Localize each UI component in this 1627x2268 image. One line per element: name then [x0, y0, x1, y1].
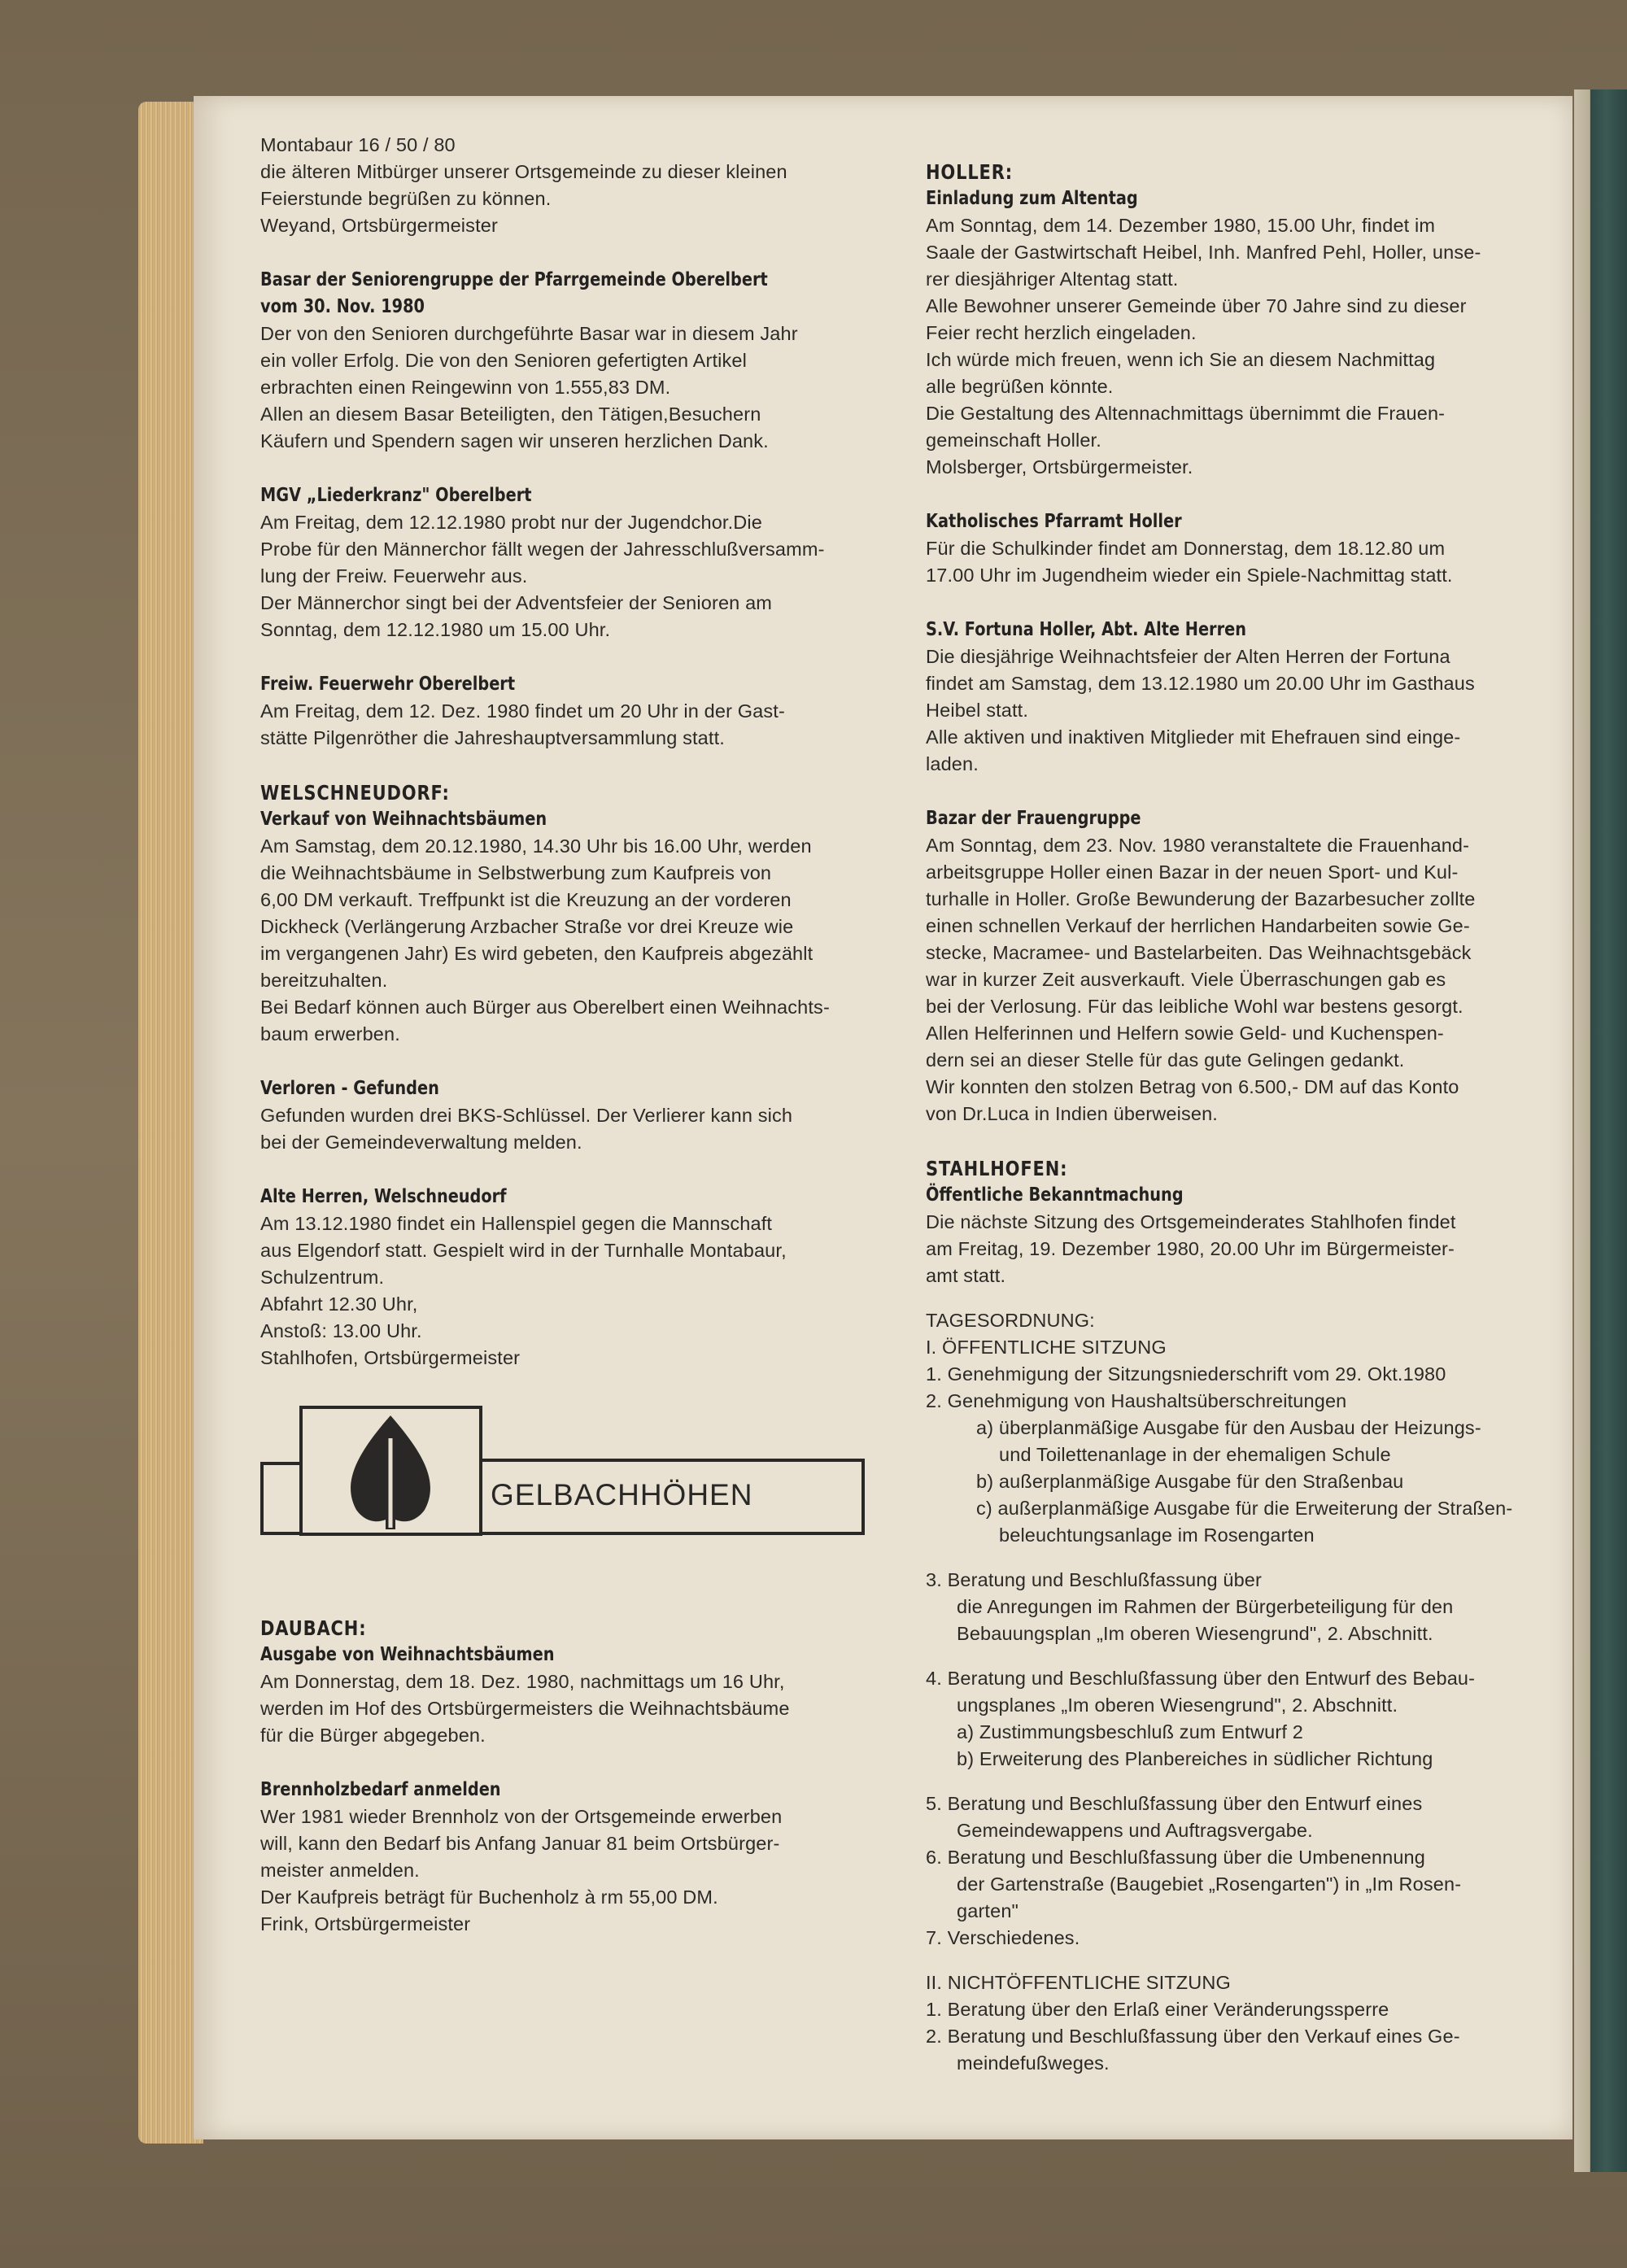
text-line: einen schnellen Verkauf der herrlichen Handarbeiten sowie Ge- [926, 915, 1470, 936]
text-line: Alle aktiven und inaktiven Mitglieder mit Ehefrauen sind einge- [926, 726, 1461, 748]
article-heading: MGV „Liederkranz" Oberelbert [260, 485, 532, 506]
article-heading: Brennholzbedarf anmelden [260, 1779, 501, 1800]
text-line: Probe für den Männerchor fällt wegen der Jahresschlußversamm- [260, 539, 825, 560]
place-heading: STAHLHOFEN: [926, 1157, 1068, 1180]
agenda-item: 1. Beratung über den Erlaß einer Veränderungssperre [926, 1999, 1389, 2020]
text-line: Feier recht herzlich eingeladen. [926, 322, 1197, 343]
agenda [926, 1307, 1568, 2077]
agenda-item: der Gartenstraße (Baugebiet „Rosengarten") in „Im Rosen- [957, 1873, 1462, 1895]
text-line: bei der Gemeindeverwaltung melden. [260, 1132, 582, 1153]
agenda-list [926, 1567, 1568, 1647]
text-line: aus Elgendorf statt. Gespielt wird in der Turnhalle Montabaur, [260, 1240, 787, 1261]
text-line: findet am Samstag, dem 13.12.1980 um 20.00 Uhr im Gasthaus [926, 673, 1475, 694]
agenda-item: b) Erweiterung des Planbereiches in südlicher Richtung [957, 1748, 1433, 1769]
agenda-item: Gemeindewappens und Auftragsvergabe. [957, 1820, 1313, 1841]
article-heading: Katholisches Pfarramt Holler [926, 511, 1182, 532]
text-line: Am 13.12.1980 findet ein Hallenspiel gegen die Mannschaft [260, 1213, 773, 1234]
text-line: turhalle in Holler. Große Bewunderung der Bazarbesucher zollte [926, 888, 1476, 909]
article-holler [926, 159, 1568, 481]
text-line: Montabaur 16 / 50 / 80 [260, 134, 456, 155]
text-line: Frink, Ortsbürgermeister [260, 1913, 471, 1934]
text-line: am Freitag, 19. Dezember 1980, 20.00 Uhr im Bürgermeister- [926, 1238, 1455, 1259]
text-line: Am Samstag, dem 20.12.1980, 14.30 Uhr bis 16.00 Uhr, werden [260, 835, 812, 857]
article-heading: Einladung zum Altentag [926, 188, 1138, 209]
text-line: Weyand, Ortsbürgermeister [260, 215, 498, 236]
article-heading: Bazar der Frauengruppe [926, 808, 1141, 829]
text-line: Wer 1981 wieder Brennholz von der Ortsgemeinde erwerben [260, 1806, 783, 1827]
agenda-item: Bebauungsplan „Im oberen Wiesengrund", 2. Abschnitt. [957, 1623, 1433, 1644]
agenda-list [926, 1361, 1568, 1549]
logo-frame-text [482, 1459, 865, 1535]
text-line: Der Kaufpreis beträgt für Buchenholz à rm 55,00 DM. [260, 1886, 718, 1908]
text-line: ein voller Erfolg. Die von den Senioren gefertigten Artikel [260, 350, 747, 371]
text-line: Die diesjährige Weihnachtsfeier der Alten Herren der Fortuna [926, 646, 1450, 667]
text-line: dern sei an dieser Stelle für das gute Gelingen gedankt. [926, 1049, 1405, 1071]
text-line: von Dr.Luca in Indien überweisen. [926, 1103, 1218, 1124]
article-heading: S.V. Fortuna Holler, Abt. Alte Herren [926, 619, 1246, 640]
agenda-item: 2. Beratung und Beschlußfassung über den Verkauf eines Ge- [926, 2026, 1460, 2047]
text-line: alle begrüßen könnte. [926, 376, 1114, 397]
text-line: für die Bürger abgegeben. [260, 1725, 486, 1746]
text-line: Wir konnten den stolzen Betrag von 6.500,- DM auf das Konto [926, 1076, 1459, 1097]
agenda-item: beleuchtungsanlage im Rosengarten [999, 1524, 1315, 1546]
article-brennholz [260, 1777, 879, 1938]
text-line: bereitzuhalten. [260, 970, 388, 991]
text-line: Sonntag, dem 12.12.1980 um 15.00 Uhr. [260, 619, 611, 640]
text-line: amt statt. [926, 1265, 1006, 1286]
agenda-item: 6. Beratung und Beschlußfassung über die Umbenennung [926, 1847, 1425, 1868]
agenda-item: a) Zustimmungsbeschluß zum Entwurf 2 [957, 1721, 1303, 1742]
agenda-item: 2. Genehmigung von Haushaltsüberschreitungen [926, 1390, 1347, 1411]
agenda-item: ungsplanes „Im oberen Wiesengrund", 2. Abschnitt. [957, 1694, 1398, 1716]
agenda-item: die Anregungen im Rahmen der Bürgerbeteiligung für den [957, 1596, 1454, 1617]
agenda-item: 3. Beratung und Beschlußfassung über [926, 1569, 1263, 1590]
text-line: Ich würde mich freuen, wenn ich Sie an diesem Nachmittag [926, 349, 1436, 370]
text-line: Feierstunde begrüßen zu können. [260, 188, 552, 209]
article-alte-herren [260, 1184, 879, 1372]
text-line: Am Sonntag, dem 14. Dezember 1980, 15.00 Uhr, findet im [926, 215, 1436, 236]
text-line: Heibel statt. [926, 700, 1029, 721]
text-line: bei der Verlosung. Für das leibliche Wohl war bestens gesorgt. [926, 996, 1463, 1017]
agenda-item: 1. Genehmigung der Sitzungsniederschrift vom 29. Okt.1980 [926, 1363, 1446, 1385]
text-line: Anstoß: 13.00 Uhr. [260, 1320, 422, 1341]
agenda-part-heading: II. NICHTÖFFENTLICHE SITZUNG [926, 1972, 1231, 1993]
text-line: Am Freitag, dem 12. Dez. 1980 findet um 20 Uhr in der Gast- [260, 700, 785, 722]
text-line: Dickheck (Verlängerung Arzbacher Straße vor drei Kreuze wie [260, 916, 794, 937]
text-line: lung der Freiw. Feuerwehr aus. [260, 565, 528, 587]
text-line: die älteren Mitbürger unserer Ortsgemeinde zu dieser kleinen [260, 161, 787, 182]
article-basar [260, 267, 879, 455]
text-line: die Weihnachtsbäume in Selbstwerbung zum Kaufpreis von [260, 862, 772, 883]
leaf-icon [260, 1406, 488, 1536]
logo-label: GELBACHHÖHEN [491, 1478, 753, 1511]
agenda-item: b) außerplanmäßige Ausgabe für den Straßenbau [976, 1471, 1404, 1492]
text-line: Die nächste Sitzung des Ortsgemeinderates Stahlhofen findet [926, 1211, 1456, 1232]
text-line: Allen an diesem Basar Beteiligten, den Tätigen,Besuchern [260, 403, 761, 425]
article-heading: Verkauf von Weihnachtsbäumen [260, 809, 547, 830]
text-line: Für die Schulkinder findet am Donnerstag, dem 18.12.80 um [926, 538, 1446, 559]
article-daubach [260, 1615, 879, 1749]
article-fortuna [926, 617, 1568, 778]
agenda-item: und Toilettenanlage in der ehemaligen Schule [999, 1444, 1391, 1465]
agenda-item: 7. Verschiedenes. [926, 1927, 1080, 1948]
text-line: arbeitsgruppe Holler einen Bazar in der neuen Sport- und Kul- [926, 861, 1459, 883]
agenda-item: garten" [957, 1900, 1019, 1921]
article-pfarramt [926, 508, 1568, 589]
text-line: Am Donnerstag, dem 18. Dez. 1980, nachmittags um 16 Uhr, [260, 1671, 785, 1692]
article-heading: Ausgabe von Weihnachtsbäumen [260, 1644, 555, 1665]
text-line: erbrachten einen Reingewinn von 1.555,83 DM. [260, 377, 671, 398]
agenda-item: 5. Beratung und Beschlußfassung über den Entwurf eines [926, 1793, 1423, 1814]
place-heading: WELSCHNEUDORF: [260, 781, 450, 805]
intro-block [260, 132, 879, 239]
agenda-list [926, 1790, 1568, 1952]
text-line: Schulzentrum. [260, 1267, 385, 1288]
text-line: rer diesjähriger Altentag statt. [926, 268, 1179, 290]
place-heading: HOLLER: [926, 160, 1013, 184]
agenda-item: 4. Beratung und Beschlußfassung über den Entwurf des Bebau- [926, 1668, 1476, 1689]
gelbachhoehen-logo [260, 1406, 866, 1536]
text-line: Stahlhofen, Ortsbürgermeister [260, 1347, 521, 1368]
text-line: meister anmelden. [260, 1860, 420, 1881]
article-heading: Verloren - Gefunden [260, 1078, 439, 1099]
article-feuerwehr [260, 671, 879, 752]
text-line: gemeinschaft Holler. [926, 430, 1101, 451]
text-line: baum erwerben. [260, 1023, 400, 1045]
text-line: 17.00 Uhr im Jugendheim wieder ein Spiele-Nachmittag statt. [926, 565, 1453, 586]
right-column [926, 159, 1568, 2077]
text-line: Saale der Gastwirtschaft Heibel, Inh. Manfred Pehl, Holler, unse- [926, 242, 1481, 263]
text-line: Der von den Senioren durchgeführte Basar war in diesem Jahr [260, 323, 798, 344]
text-line: im vergangenen Jahr) Es wird gebeten, den Kaufpreis abgezählt [260, 943, 814, 964]
agenda-item: a) überplanmäßige Ausgabe für den Ausbau der Heizungs- [976, 1417, 1481, 1438]
text-line: Am Sonntag, dem 23. Nov. 1980 veranstaltete die Frauenhand- [926, 835, 1470, 856]
text-line: 6,00 DM verkauft. Treffpunkt ist die Kreuzung an der vorderen [260, 889, 792, 910]
agenda-list [926, 1996, 1568, 2077]
text-line: Bei Bedarf können auch Bürger aus Oberelbert einen Weihnachts- [260, 997, 830, 1018]
text-line: Der Männerchor singt bei der Adventsfeier der Senioren am [260, 592, 773, 613]
book-spine [1574, 89, 1627, 2172]
agenda-title: TAGESORDNUNG: [926, 1310, 1095, 1331]
article-heading: vom 30. Nov. 1980 [260, 296, 425, 317]
text-line: Alle Bewohner unserer Gemeinde über 70 Jahre sind zu dieser [926, 295, 1467, 316]
text-line: Abfahrt 12.30 Uhr, [260, 1293, 418, 1315]
text-line: Gefunden wurden drei BKS-Schlüssel. Der Verlierer kann sich [260, 1105, 793, 1126]
article-heading: Öffentliche Bekanntmachung [926, 1184, 1184, 1206]
text-line: laden. [926, 753, 979, 774]
agenda-part-heading: I. ÖFFENTLICHE SITZUNG [926, 1337, 1167, 1358]
text-line: Allen Helferinnen und Helfern sowie Geld- und Kuchenspen- [926, 1023, 1444, 1044]
text-line: werden im Hof des Ortsbürgermeisters die Weihnachtsbäume [260, 1698, 790, 1719]
agenda-list [926, 1665, 1568, 1773]
text-line: Käufern und Spendern sagen wir unseren herzlichen Dank. [260, 430, 769, 451]
text-line: Molsberger, Ortsbürgermeister. [926, 456, 1193, 478]
article-heading: Alte Herren, Welschneudorf [260, 1186, 507, 1207]
text-line: Die Gestaltung des Altennachmittags übernimmt die Frauen- [926, 403, 1446, 424]
text-line: Am Freitag, dem 12.12.1980 probt nur der Jugendchor.Die [260, 512, 763, 533]
article-frauengruppe [926, 805, 1568, 1127]
article-heading: Freiw. Feuerwehr Oberelbert [260, 674, 516, 695]
text-line: war in kurzer Zeit ausverkauft. Viele Überraschungen gab es [926, 969, 1446, 990]
article-verloren [260, 1075, 879, 1156]
left-column [260, 132, 879, 1372]
article-welschneudorf [260, 779, 879, 1048]
text-line: stecke, Macramee- und Bastelarbeiten. Das Weihnachtsgebäck [926, 942, 1472, 963]
article-heading: Basar der Seniorengruppe der Pfarrgemeinde Oberelbert [260, 269, 768, 290]
agenda-item: meindefußweges. [957, 2052, 1110, 2074]
text-line: will, kann den Bedarf bis Anfang Januar 81 beim Ortsbürger- [260, 1833, 780, 1854]
place-heading: DAUBACH: [260, 1616, 367, 1640]
article-mgv [260, 482, 879, 643]
agenda-item: c) außerplanmäßige Ausgabe für die Erweiterung der Straßen- [976, 1498, 1513, 1519]
text-line: stätte Pilgenröther die Jahreshauptversammlung statt. [260, 727, 725, 748]
article-stahlhofen [926, 1155, 1568, 1289]
left-column-lower [260, 1615, 879, 1938]
